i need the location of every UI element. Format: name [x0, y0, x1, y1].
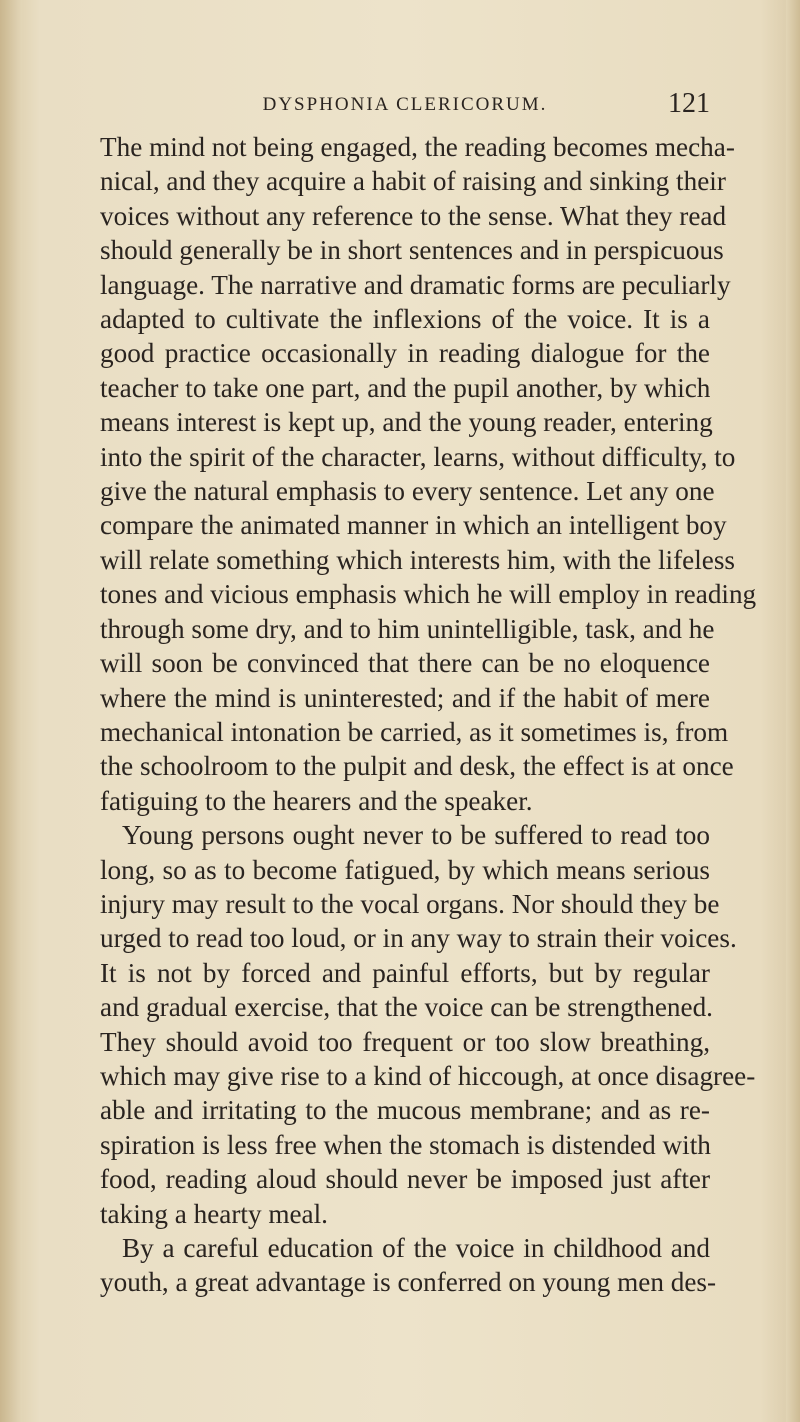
- text-line: urged to read too loud, or in any way to strain their voices.: [100, 923, 737, 954]
- text-line: into the spirit of the character, learns, without difficulty, to: [100, 441, 736, 472]
- text-line: nical, and they acquire a habit of raising and sinking their: [100, 166, 726, 197]
- text-line: injury may result to the vocal organs. Nor should they be: [100, 888, 720, 919]
- text-line: will relate something which interests him, with the lifeless: [100, 544, 736, 575]
- text-line: It is not by forced and painful efforts, but by regular: [100, 957, 710, 988]
- text-line: taking a hearty meal.: [100, 1198, 328, 1229]
- page-edge: [786, 0, 800, 1422]
- text-line: fatiguing to the hearers and the speaker.: [100, 785, 533, 816]
- text-line: language. The narrative and dramatic forms are peculiarly: [100, 269, 731, 300]
- text-line: which may give rise to a kind of hiccough, at once disagree-: [100, 1060, 756, 1091]
- text-line: youth, a great advantage is conferred on young men des-: [100, 1267, 717, 1298]
- page-header: [100, 88, 710, 128]
- text-line: tones and vicious emphasis which he will employ in reading: [100, 579, 757, 610]
- paragraph: [100, 1231, 717, 1300]
- text-line: should generally be in short sentences and in perspicuous: [100, 235, 724, 266]
- text-line: where the mind is uninterested; and if the habit of mere: [100, 682, 710, 713]
- body-text: [100, 130, 757, 1300]
- text-line: will soon be convinced that there can be no eloquence: [100, 648, 710, 679]
- text-line: compare the animated manner in which an intelligent boy: [100, 510, 727, 541]
- text-line: give the natural emphasis to every sentence. Let any one: [100, 476, 715, 507]
- text-line: The mind not being engaged, the reading becomes mecha-: [100, 132, 735, 162]
- text-line: By a careful education of the voice in childhood and: [122, 1233, 710, 1263]
- text-line: They should avoid too frequent or too slow breathing,: [100, 1026, 710, 1057]
- text-line: long, so as to become fatigued, by which means serious: [100, 854, 710, 885]
- text-line: the schoolroom to the pulpit and desk, the effect is at once: [100, 751, 734, 782]
- text-line: and gradual exercise, that the voice can be strengthened.: [100, 992, 713, 1023]
- binding-gutter: [0, 0, 22, 1422]
- paragraph: [100, 130, 757, 818]
- text-line: voices without any reference to the sense. What they read: [100, 200, 727, 231]
- text-line: spiration is less free when the stomach is distended with: [100, 1129, 711, 1160]
- page-number: 121: [668, 88, 710, 119]
- text-line: adapted to cultivate the inflexions of the voice. It is a: [100, 304, 710, 335]
- text-line: through some dry, and to him unintelligible, task, and he: [100, 613, 715, 644]
- running-title: DYSPHONIA CLERICORUM.: [262, 94, 548, 115]
- text-line: means interest is kept up, and the young reader, entering: [100, 407, 713, 438]
- text-line: mechanical intonation be carried, as it sometimes is, from: [100, 716, 729, 747]
- paragraph: [100, 818, 756, 1231]
- text-line: Young persons ought never to be suffered to read too: [122, 820, 710, 851]
- text-line: food, reading aloud should never be imposed just after: [100, 1164, 710, 1195]
- text-line: good practice occasionally in reading dialogue for the: [100, 338, 710, 369]
- text-line: able and irritating to the mucous membrane; and as re-: [100, 1095, 710, 1126]
- text-line: teacher to take one part, and the pupil another, by which: [100, 372, 711, 403]
